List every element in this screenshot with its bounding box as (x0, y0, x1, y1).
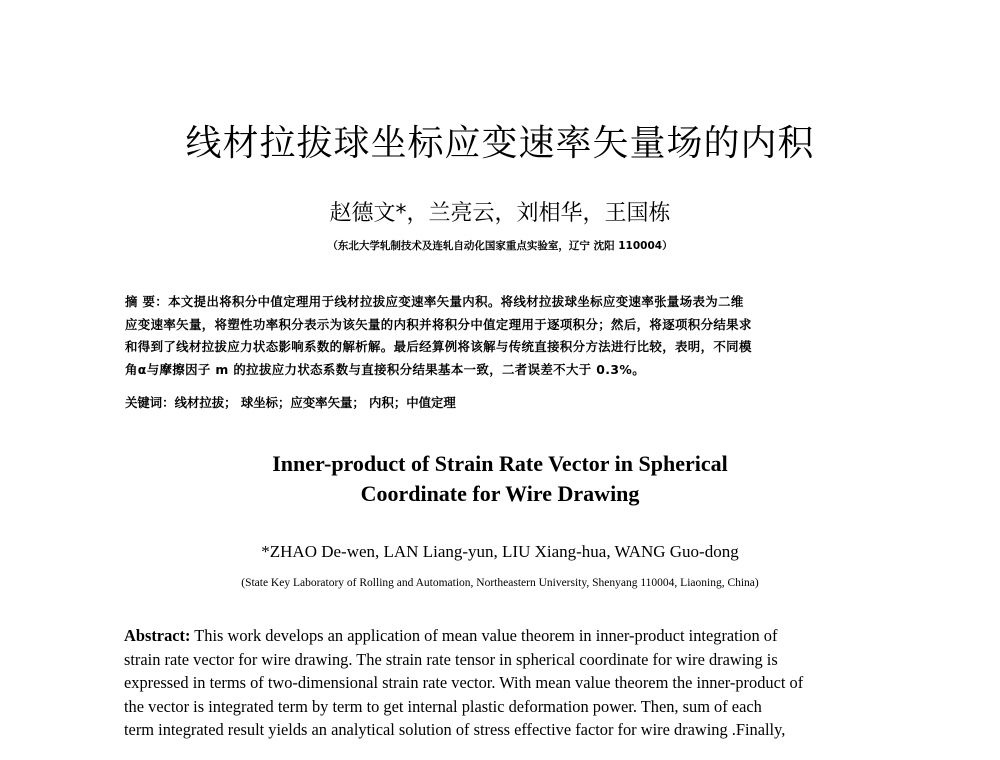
abstract-english-line-4: the vector is integrated term by term to get internal plastic deformation power. Then, sum of each (124, 696, 762, 716)
abstract-chinese-text: 本文提出将积分中值定理用于线材拉拔应变速率矢量内积。将线材拉拔球坐标应变速率张量场表为二维 (168, 294, 744, 309)
paper-title-english-line-1: Inner-product of Strain Rate Vector in Spherical (272, 451, 728, 476)
author-list-chinese: 赵德文*，兰亮云，刘相华，王国栋 (329, 201, 671, 226)
abstract-chinese-line-3: 和得到了线材拉拔应力状态影响系数的解析解。最后经算例将该解与传统直接积分方法进行比较，表明，不同模 (125, 339, 752, 354)
abstract-english-line-1 (124, 624, 864, 648)
author-list-english: *ZHAO De-wen, LAN Liang-yun, LIU Xiang-hua, WANG Guo-dong (261, 542, 739, 561)
paper-title-english-line-2: Coordinate for Wire Drawing (360, 481, 640, 506)
abstract-chinese-line-1 (125, 291, 865, 314)
abstract-chinese-line-2: 应变速率矢量，将塑性功率积分表示为该矢量的内积并将积分中值定理用于逐项积分；然后，将逐项积分结果求 (125, 316, 752, 332)
abstract-english (124, 624, 864, 742)
abstract-english-text: This work develops an application of mean value theorem in inner-product integration of (190, 626, 778, 645)
abstract-english-line-3: expressed in terms of two-dimensional strain rate vector. With mean value theorem the inner-product of (124, 673, 804, 693)
affiliation-english: (State Key Laboratory of Rolling and Automation, Northeastern University, Shenyang 110004, Liaoning, China) (241, 577, 759, 589)
abstract-english-line-5: term integrated result yields an analytical solution of stress effective factor for wire drawing .Finally, (124, 720, 786, 740)
abstract-chinese-label: 摘 要： (125, 294, 169, 309)
keywords-chinese-text: 线材拉拔； 球坐标；应变率矢量； 内积；中值定理 (174, 395, 456, 410)
abstract-chinese-line-4: 角α与摩擦因子 m 的拉拔应力状态系数与直接积分结果基本一致，二者误差不大于 0.3%。 (125, 361, 646, 377)
abstract-english-label: Abstract: (124, 626, 191, 645)
paper-title-chinese: 线材拉拔球坐标应变速率矢量场的内积 (185, 123, 815, 164)
keywords-chinese-label: 关键词： (125, 395, 175, 410)
keywords-chinese (125, 392, 865, 414)
paper-title-english (0, 449, 1000, 509)
affiliation-chinese: （东北大学轧制技术及连轧自动化国家重点实验室，辽宁 沈阳 110004） (327, 240, 673, 252)
abstract-chinese (125, 291, 865, 381)
abstract-english-line-2: strain rate vector for wire drawing. The strain rate tensor in spherical coordinate for wire drawing is (124, 649, 778, 669)
